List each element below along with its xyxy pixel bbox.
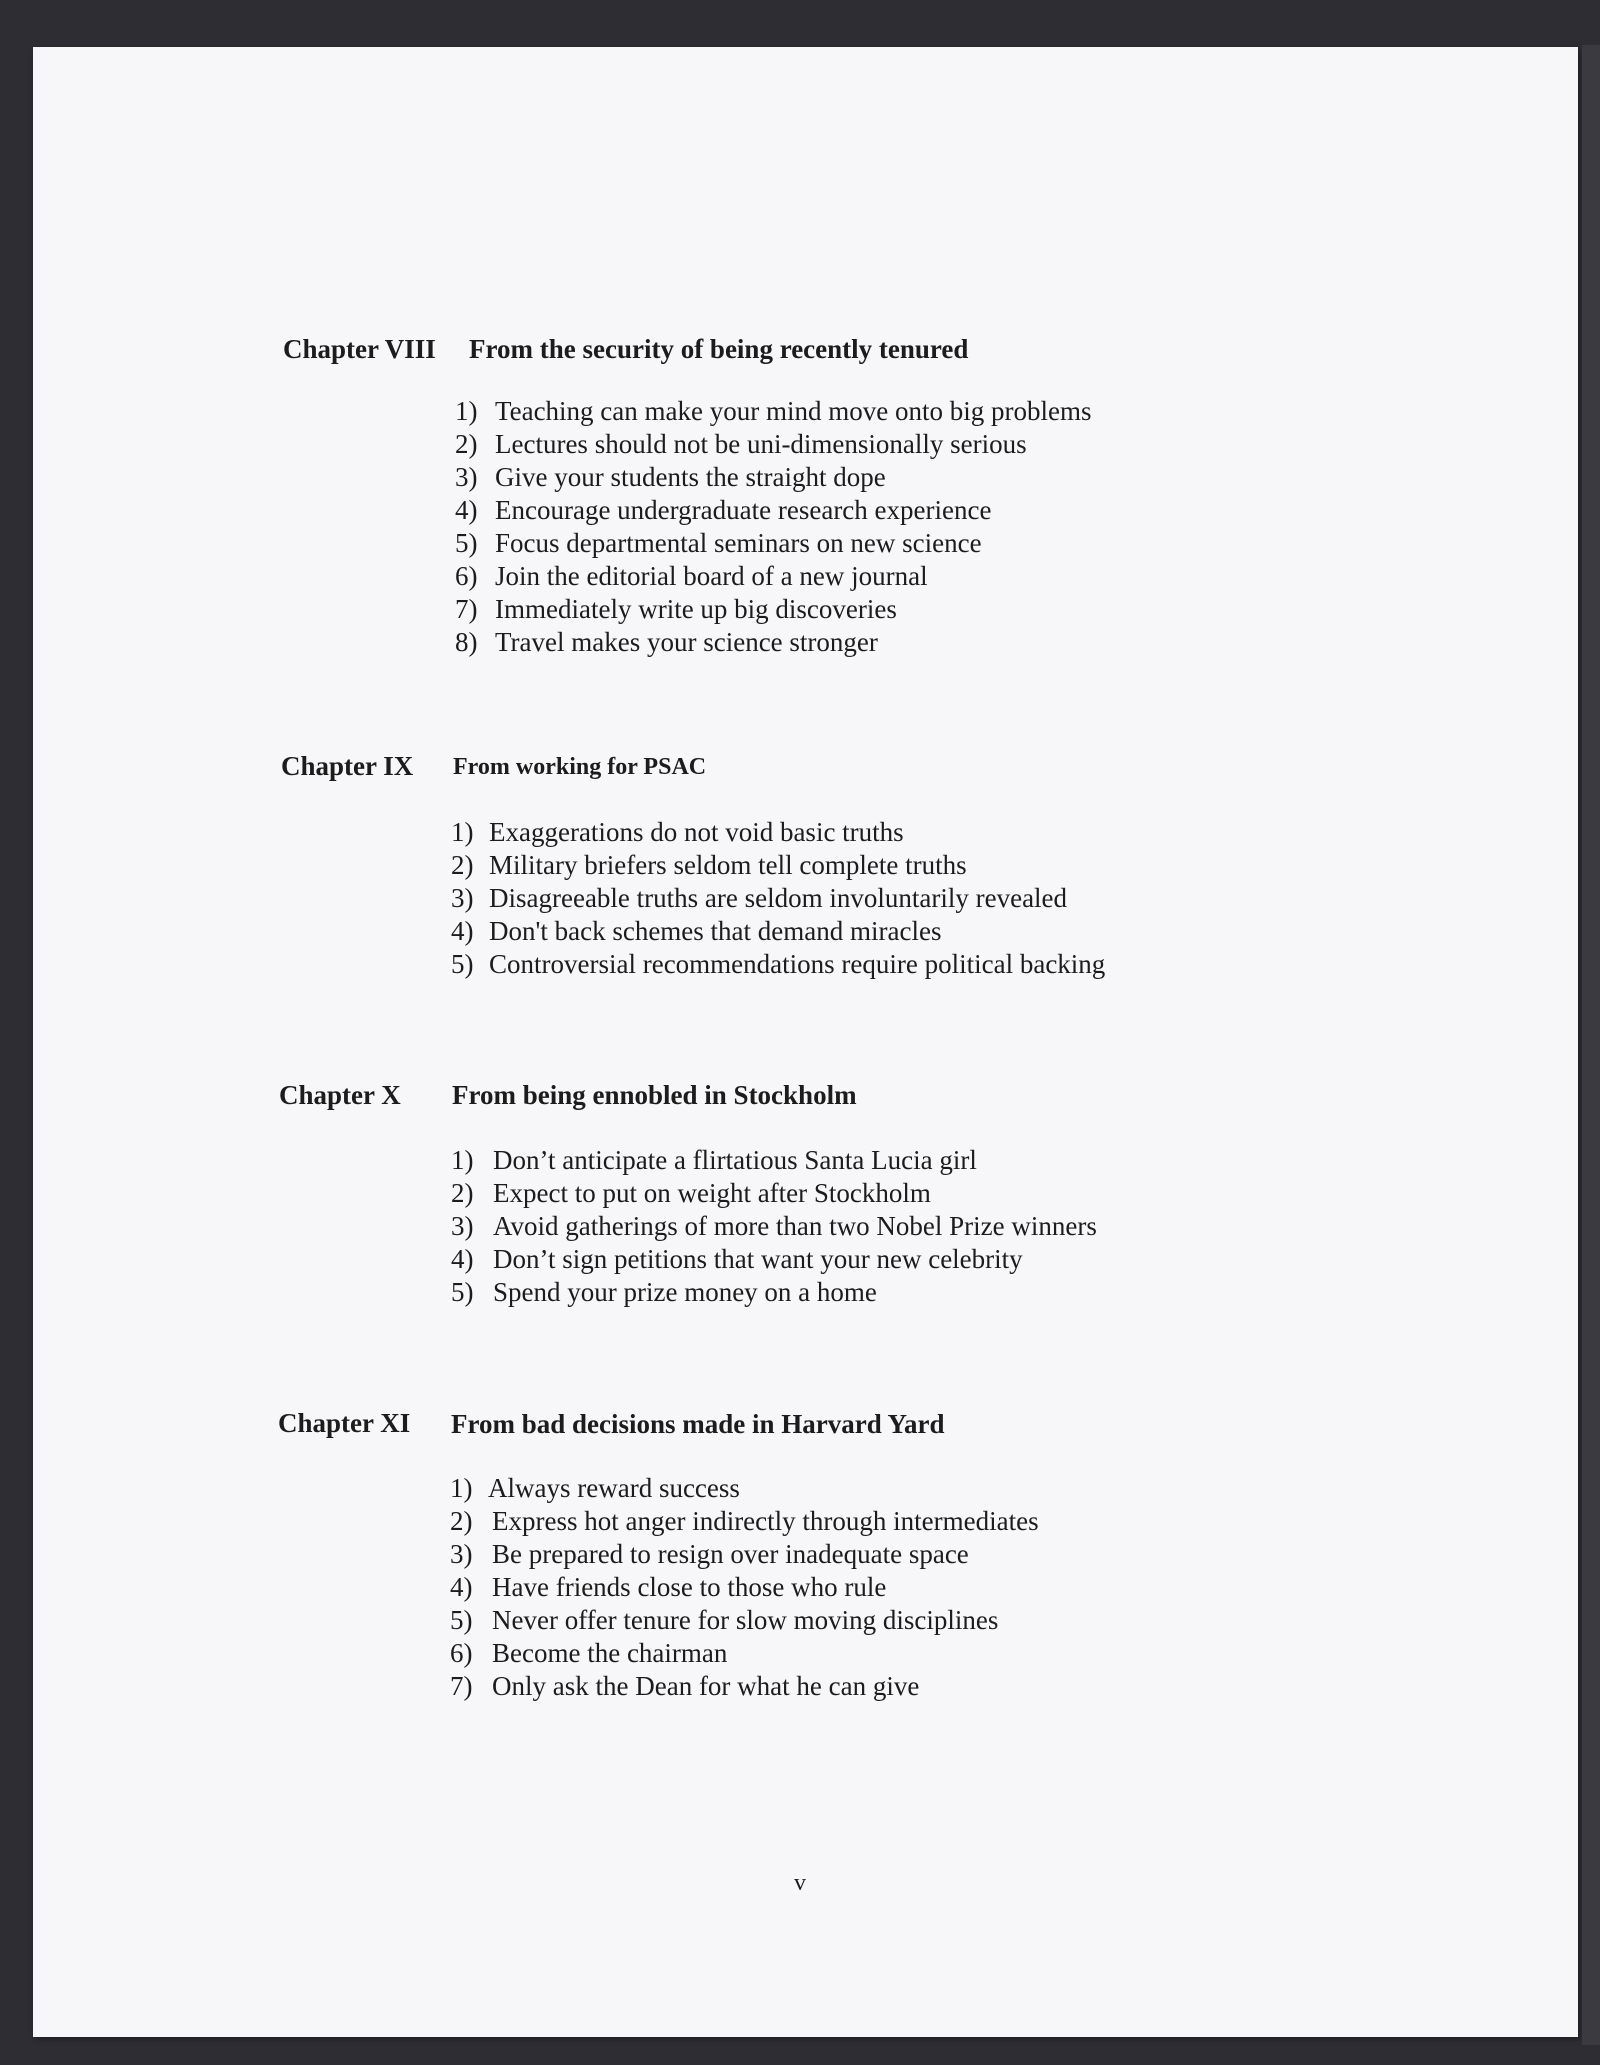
item-number: 1) bbox=[451, 817, 474, 847]
item-number: 1) bbox=[455, 396, 478, 426]
item-text: Avoid gatherings of more than two Nobel Prize winners bbox=[493, 1211, 1097, 1241]
item-text: Spend your prize money on a home bbox=[493, 1277, 877, 1307]
item-number: 5) bbox=[455, 528, 478, 558]
item-number: 1) bbox=[450, 1473, 473, 1503]
item-text: Disagreeable truths are seldom involuntarily revealed bbox=[489, 883, 1068, 913]
item-text: Controversial recommendations require political backing bbox=[489, 949, 1106, 979]
lesson-list bbox=[455, 395, 1091, 659]
chapter-label: Chapter IX bbox=[281, 751, 414, 781]
list-item bbox=[450, 1505, 1039, 1538]
chapter-label: Chapter X bbox=[279, 1080, 401, 1110]
item-number: 7) bbox=[450, 1671, 473, 1701]
item-text: Have friends close to those who rule bbox=[492, 1572, 887, 1602]
list-item bbox=[455, 461, 1091, 494]
list-item bbox=[451, 1276, 1097, 1309]
list-item bbox=[455, 527, 1091, 560]
list-item bbox=[450, 1571, 1039, 1604]
background-edge bbox=[1582, 45, 1600, 2045]
list-item bbox=[450, 1670, 1039, 1703]
item-number: 1) bbox=[451, 1145, 474, 1175]
item-number: 5) bbox=[451, 1277, 474, 1307]
item-text: Be prepared to resign over inadequate space bbox=[492, 1539, 969, 1569]
item-number: 2) bbox=[455, 429, 478, 459]
item-text: Express hot anger indirectly through intermediates bbox=[492, 1506, 1039, 1536]
item-text: Join the editorial board of a new journal bbox=[495, 561, 928, 591]
list-item bbox=[451, 948, 1105, 981]
item-text: Don't back schemes that demand miracles bbox=[489, 916, 942, 946]
item-text: Encourage undergraduate research experience bbox=[495, 495, 992, 525]
lesson-list bbox=[451, 1144, 1097, 1309]
item-number: 4) bbox=[455, 495, 478, 525]
list-item bbox=[451, 882, 1105, 915]
item-number: 7) bbox=[455, 594, 478, 624]
item-number: 3) bbox=[455, 462, 478, 492]
item-text: Immediately write up big discoveries bbox=[495, 594, 897, 624]
list-item bbox=[451, 1177, 1097, 1210]
item-number: 2) bbox=[451, 1178, 474, 1208]
item-number: 8) bbox=[455, 627, 478, 657]
list-item bbox=[455, 626, 1091, 659]
list-item bbox=[450, 1472, 1039, 1505]
chapter-title: From being ennobled in Stockholm bbox=[452, 1080, 857, 1110]
list-item bbox=[451, 1210, 1097, 1243]
item-number: 3) bbox=[450, 1539, 473, 1569]
item-text: Lectures should not be uni-dimensionally serious bbox=[495, 429, 1027, 459]
item-text: Don’t anticipate a flirtatious Santa Lucia girl bbox=[493, 1145, 977, 1175]
item-text: Become the chairman bbox=[492, 1638, 728, 1668]
item-text: Travel makes your science stronger bbox=[495, 627, 878, 657]
item-number: 5) bbox=[450, 1605, 473, 1635]
item-text: Always reward success bbox=[488, 1473, 740, 1503]
list-item bbox=[451, 1144, 1097, 1177]
list-item bbox=[455, 593, 1091, 626]
item-number: 2) bbox=[451, 850, 474, 880]
item-text: Expect to put on weight after Stockholm bbox=[493, 1178, 931, 1208]
item-text: Give your students the straight dope bbox=[495, 462, 886, 492]
item-number: 2) bbox=[450, 1506, 473, 1536]
list-item bbox=[455, 560, 1091, 593]
list-item bbox=[455, 395, 1091, 428]
item-number: 4) bbox=[450, 1572, 473, 1602]
list-item bbox=[450, 1538, 1039, 1571]
list-item bbox=[455, 494, 1091, 527]
chapter-title: From working for PSAC bbox=[453, 754, 707, 780]
chapter-label: Chapter VIII bbox=[283, 334, 436, 364]
list-item bbox=[451, 915, 1105, 948]
lesson-list bbox=[451, 816, 1105, 981]
item-number: 4) bbox=[451, 916, 474, 946]
item-text: Focus departmental seminars on new science bbox=[495, 528, 982, 558]
item-number: 6) bbox=[455, 561, 478, 591]
lesson-list bbox=[450, 1472, 1039, 1703]
item-number: 4) bbox=[451, 1244, 474, 1274]
item-number: 3) bbox=[451, 883, 474, 913]
chapter-title: From bad decisions made in Harvard Yard bbox=[451, 1409, 945, 1439]
item-number: 5) bbox=[451, 949, 474, 979]
list-item bbox=[450, 1637, 1039, 1670]
chapter-label: Chapter XI bbox=[278, 1408, 411, 1438]
item-text: Exaggerations do not void basic truths bbox=[489, 817, 904, 847]
item-text: Never offer tenure for slow moving disciplines bbox=[492, 1605, 999, 1635]
item-text: Teaching can make your mind move onto big problems bbox=[495, 396, 1092, 426]
chapter-title: From the security of being recently tenured bbox=[469, 334, 969, 364]
list-item bbox=[451, 849, 1105, 882]
item-number: 3) bbox=[451, 1211, 474, 1241]
page-number: v bbox=[794, 1870, 806, 1896]
item-text: Military briefers seldom tell complete truths bbox=[489, 850, 967, 880]
item-text: Don’t sign petitions that want your new celebrity bbox=[493, 1244, 1023, 1274]
item-number: 6) bbox=[450, 1638, 473, 1668]
list-item bbox=[451, 1243, 1097, 1276]
list-item bbox=[451, 816, 1105, 849]
list-item bbox=[455, 428, 1091, 461]
item-text: Only ask the Dean for what he can give bbox=[492, 1671, 920, 1701]
list-item bbox=[450, 1604, 1039, 1637]
